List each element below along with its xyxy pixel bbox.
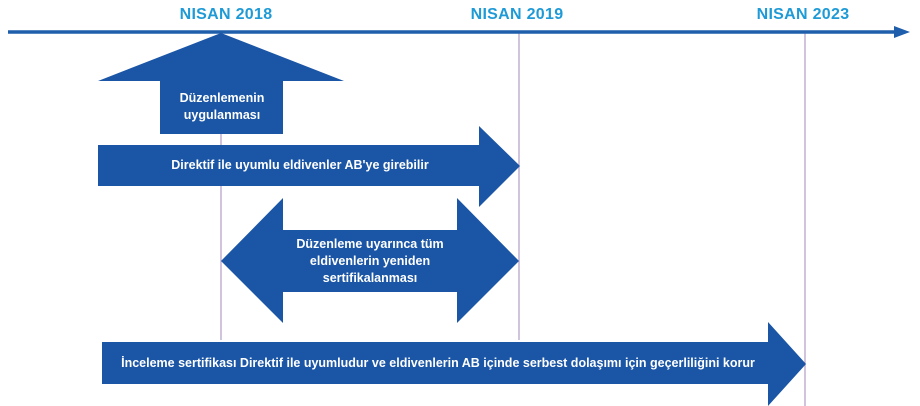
year-label-2023: NISAN 2023 (756, 6, 850, 23)
implementation-label: Düzenlemenin uygulanması (179, 91, 265, 122)
recertification-label: Düzenleme uyarınca tüm eldivenlerin yeniden sertifikalanması (296, 236, 444, 285)
validity-label: İnceleme sertifikası Direktif ile uyumludur ve eldivenlerin AB içinde serbest dolaşımı için geçerliliğini korur (121, 355, 755, 370)
market-entry-label: Direktif ile uyumlu eldivenler AB'ye girebilir (171, 158, 429, 172)
timeline-axis-arrowhead (894, 26, 910, 38)
year-label-2019: NISAN 2019 (470, 6, 564, 23)
year-label-2018: NISAN 2018 (179, 6, 273, 23)
